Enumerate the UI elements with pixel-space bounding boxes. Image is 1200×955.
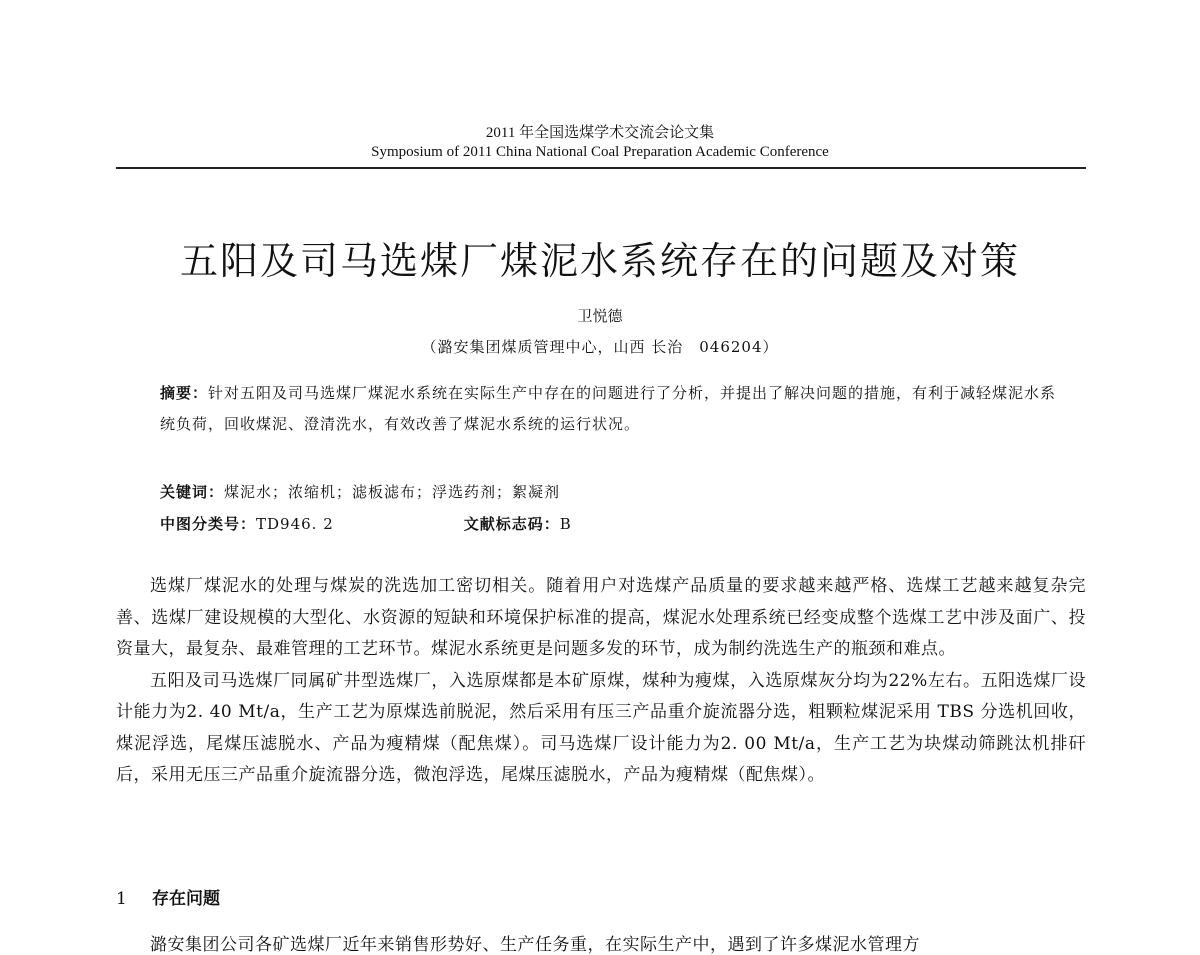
running-head-cn: 2011 年全国选煤学术交流会论文集: [485, 125, 715, 141]
section-number: 1: [116, 889, 127, 909]
header-rule: [116, 167, 1086, 169]
author-affiliation: （潞安集团煤质管理中心，山西 长治 046204）: [421, 338, 779, 356]
author-name: 卫悦德: [577, 307, 623, 325]
abstract: [160, 378, 1060, 440]
body-paragraph-1: 选煤厂煤泥水的处理与煤炭的洗选加工密切相关。随着用户对选煤产品质量的要求越来越严格、选煤工艺越来越复杂完善、选煤厂建设规模的大型化、水资源的短缺和环境保护标准的提高，煤泥水处理系统已经变成整个选煤工艺中涉及面广、投资量大，最复杂、最难管理的工艺环节。煤泥水系统更是问题多发的环节，成为制约洗选生产的瓶颈和难点。: [116, 576, 1086, 659]
doc-code-label: 文献标志码：: [463, 515, 560, 533]
keywords: [160, 481, 560, 502]
keywords-label: 关键词：: [160, 483, 225, 501]
classification-label: 中图分类号：: [160, 515, 257, 533]
classification: [160, 513, 572, 534]
abstract-text: 针对五阳及司马选煤厂煤泥水系统在实际生产中存在的问题进行了分析，并提出了解决问题的措施，有利于减轻煤泥水系统负荷，回收煤泥、澄清洗水，有效改善了煤泥水系统的运行状况。: [160, 384, 1057, 433]
running-head-en: Symposium of 2011 China National Coal Preparation Academic Conference: [371, 144, 829, 160]
paper-title: 五阳及司马选煤厂煤泥水系统存在的问题及对策: [179, 239, 1020, 283]
section-title: 存在问题: [152, 889, 220, 909]
doc-code-value: B: [559, 515, 572, 533]
body-paragraph-2: 五阳及司马选煤厂同属矿井型选煤厂，入选原煤都是本矿原煤，煤种为瘦煤，入选原煤灰分均为22%左右。五阳选煤厂设计能力为2. 40 Mt/a，生产工艺为原煤选前脱泥，然后采用有压三产品重介旋流器分选，粗颗粒煤泥采用 TBS 分选机回收，煤泥浮选，尾煤压滤脱水、产品为瘦精煤（配焦煤）。司马选煤厂设计能力为2. 00 Mt/a，生产工艺为块煤动筛跳汰机排矸后，采用无压三产品重介旋流器分选，微泡浮选，尾煤压滤脱水，产品为瘦精煤（配焦煤）。: [116, 670, 1086, 785]
abstract-label: 摘要：: [160, 384, 209, 402]
section-heading-1: [116, 884, 220, 909]
section-1-paragraph: 潞安集团公司各矿选煤厂近年来销售形势好、生产任务重，在实际生产中，遇到了许多煤泥水管理方: [150, 935, 920, 955]
classification-value: TD946. 2: [256, 515, 334, 533]
keywords-text: 煤泥水；浓缩机；滤板滤布；浮选药剂；絮凝剂: [224, 483, 561, 501]
body-text: [116, 571, 1086, 792]
